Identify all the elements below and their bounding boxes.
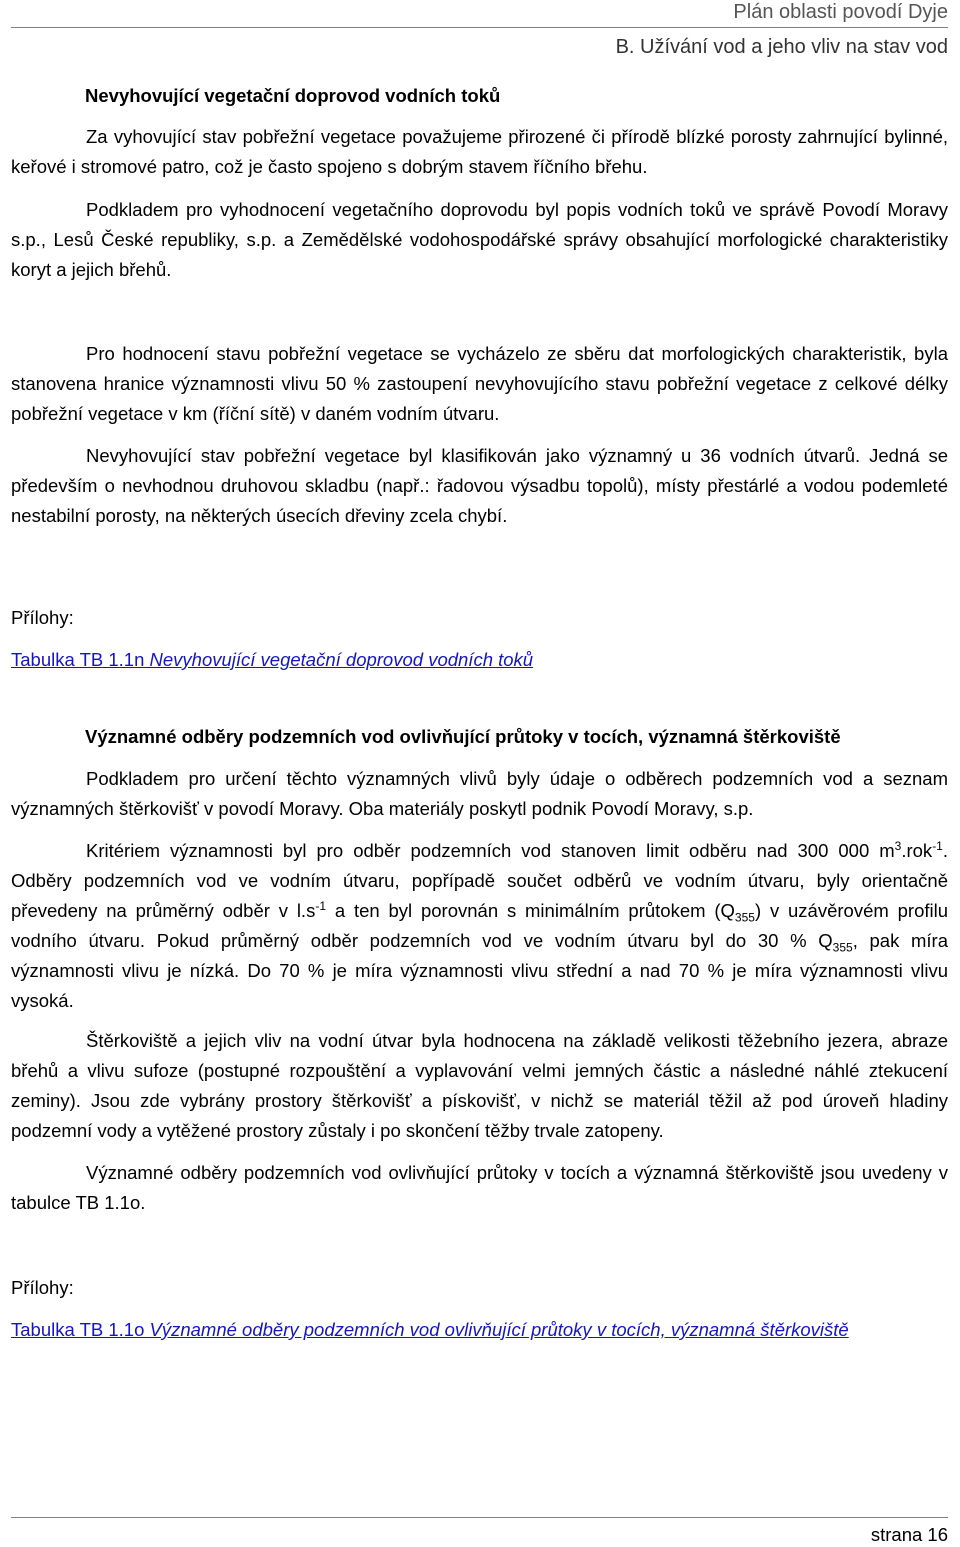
criteria-text-d: a ten byl porovnán s minimálním průtokem (Q <box>326 900 735 921</box>
paragraph-groundwater-criteria <box>11 836 948 1016</box>
paragraph-groundwater-source: Podkladem pro určení těchto významných vlivů byly údaje o odběrech podzemních vod a seznam významných štěrkovišť v povodí Moravy. Oba materiály poskytl podnik Povodí Moravy, s.p. <box>11 768 948 819</box>
paragraph-vegetation-method: Pro hodnocení stavu pobřežní vegetace se vycházelo ze sběru dat morfologických charakteristik, byla stanovena hranice významnosti vlivu 50 % zastoupení nevyhovujícího stavu pobřežní vegetace z celkové délky pobřežní vegetace v km (říční sítě) v daném vodním útvaru. <box>11 343 948 424</box>
criteria-text-e: ) v uzávěrovém profilu vodního útvaru. Pokud průměrný odběr podzemních vod ve vodním útvaru byl do 30 % Q <box>11 900 949 951</box>
header-divider <box>11 27 948 28</box>
footer-divider <box>11 1517 948 1518</box>
paragraph-groundwater-table-ref: Významné odběry podzemních vod ovlivňující průtoky v tocích a významná štěrkoviště jsou uvedeny v tabulce TB 1.1o. <box>11 1162 948 1213</box>
paragraph-vegetation-result: Nevyhovující stav pobřežní vegetace byl klasifikován jako významný u 36 vodních útvarů. Jedná se především o nevhodnou druhovou skladbu (např.: řadovou výsadbu topolů), místy přestárlé a vodou podemleté nestabilní porosty, na některých úsecích dřeviny zcela chybí. <box>11 445 948 526</box>
criteria-text-b: .rok <box>901 840 933 861</box>
attachment-title-second: Významné odběry podzemních vod ovlivňující průtoky v tocích, významná štěrkoviště <box>149 1319 849 1340</box>
attachments-label: Přílohy: <box>11 607 74 628</box>
document-title: Plán oblasti povodí Dyje <box>733 1 948 23</box>
superscript-minus-1-second: -1 <box>315 898 326 913</box>
attachment-link-tb-1-1o[interactable] <box>11 1315 851 1345</box>
criteria-text-f: , pak míra významnosti vlivu je nízká. Do 70 % je míra významnosti vlivu střední a nad 70 % je míra významnosti vlivu vysoká. <box>11 930 949 1011</box>
subscript-355-second: 355 <box>832 940 853 955</box>
subscript-355: 355 <box>734 910 755 925</box>
attachment-link-text-second[interactable] <box>11 1319 849 1340</box>
attachment-link-text[interactable] <box>11 649 533 670</box>
chapter-title: B. Užívání vod a jeho vliv na stav vod <box>615 36 948 58</box>
page-number: strana 16 <box>870 1524 948 1545</box>
paragraph-vegetation-definition: Za vyhovující stav pobřežní vegetace považujeme přirozené či přírodě blízké porosty zahrnující bylinné, keřové i stromové patro, což je často spojeno s dobrým stavem říčního břehu. <box>11 126 948 177</box>
criteria-text-c: . Odběry podzemních vod ve vodním útvaru, popřípadě součet odběrů ve vodním útvaru, byly orientačně převedeny na průměrný odběr v l.s <box>11 840 948 921</box>
paragraph-vegetation-source: Podkladem pro vyhodnocení vegetačního doprovodu byl popis vodních toků ve správě Povodí Moravy s.p., Lesů České republiky, s.p. a Zemědělské vodohospodářské správy obsahující morfologické charakteristiky koryt a jejich břehů. <box>11 199 948 280</box>
attachment-prefix-second: Tabulka TB 1.1o <box>11 1319 150 1340</box>
attachments-label-second: Přílohy: <box>11 1277 74 1298</box>
section-heading-vegetation: Nevyhovující vegetační doprovod vodních toků <box>85 85 501 106</box>
attachment-link-tb-1-1n[interactable] <box>11 645 533 675</box>
paragraph-gravel-pits: Štěrkoviště a jejich vliv na vodní útvar byla hodnocena na základě velikosti těžebního jezera, abraze břehů a vlivu sufoze (postupné rozpouštění a vyplavování velmi jemných částic a následné náhlé ztekucení zeminy). Jsou zde vybrány prostory štěrkovišť a pískovišť, v nichž se materiál těžil až pod úroveň hladiny podzemní vody a vytěžené prostory zůstaly i po skončení těžby trvale zatopeny. <box>11 1030 948 1141</box>
attachment-title: Nevyhovující vegetační doprovod vodních toků <box>149 649 534 670</box>
criteria-text-a: Kritériem významnosti byl pro odběr podzemních vod stanoven limit odběru nad 300 000 m <box>86 840 895 861</box>
attachment-prefix: Tabulka TB 1.1n <box>11 649 150 670</box>
section-heading-groundwater: Významné odběry podzemních vod ovlivňující průtoky v tocích, významná štěrkoviště <box>85 726 841 747</box>
superscript-3: 3 <box>894 838 902 853</box>
superscript-minus-1: -1 <box>932 838 943 853</box>
